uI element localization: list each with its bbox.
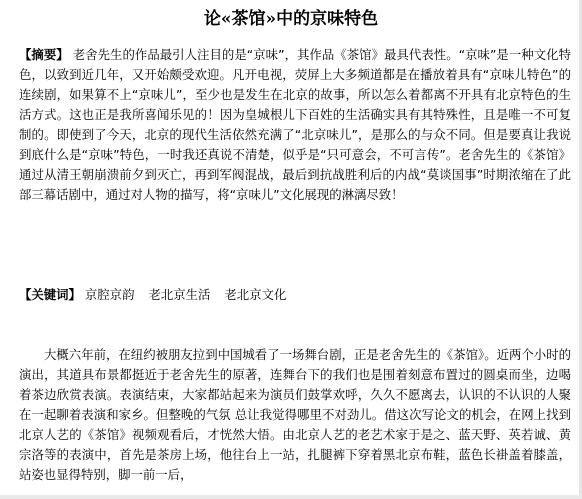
document-title: 论«茶馆»中的京味特色	[203, 9, 379, 29]
page-bottom-edge	[0, 495, 582, 499]
keyword-item: 京腔京韵	[84, 287, 135, 302]
abstract-label: 【摘要】	[19, 47, 69, 62]
keyword-item: 老北京生活	[148, 287, 211, 302]
abstract-text: 老舍先生的作品最引人注目的是“京味”，其作品《茶馆》最具代表性。“京味”是一种文化特色，以致到近几年，又开始颇受欢迎。凡开电视，荧屏上大多频道都是在播放着具有“京味儿特色”的连续剧，如果算不上“京味儿”，至少也是发生在北京的故事，所以怎么着都离不开具有北京特色的生活方式。这也正是我所喜闻乐见的！因为皇城根儿下百姓的生活确实具有其特殊性，且是唯一不可复制的。即使到了今天，北京的现代生活依然充满了“北京味儿”，是那么的与众不同。但是要真让我说到底什么是“京味”特色，一时我还真说不清楚，似乎是“只可意会，不可言传”。老舍先生的《茶馆》通过从清王朝崩溃前夕到灭亡，再到军阀混战，最后到抗战胜利后的内战“莫谈国事”时期浓缩在了此部三幕话剧中，通过对人物的描写，将“京味儿”文化展现的淋漓尽致！	[19, 47, 571, 202]
abstract-paragraph	[19, 45, 571, 205]
body-paragraph-text: 大概六年前，在纽约被朋友拉到中国城看了一场舞台剧，正是老舍先生的《茶馆》。近两个小时的演出，其道具布景都挺近于老舍先生的原著，连舞台下的我们也是围着刻意布置过的圆桌而坐，边喝着茶边欣赏表演。表演结束，大家都站起来为演员们鼓掌欢呼，久久不愿离去，认识的不认识的人聚在一起聊着表演和家乡。但整晚的气氛 总让我觉得哪里不对劲儿。借这次写论文的机会，在网上找到北京人艺的《茶馆》视频观看后，才恍然大悟。由北京人艺的老艺术家于是之、蓝天野、英若诚、黄宗洛等的表演中，首先是茶房上场，他往台上一站，扎腿裤下穿着黑北京布鞋，蓝色长褂盖着膝盖，站姿也显得特别，脚一前一后，	[19, 347, 571, 482]
body-paragraph	[19, 345, 571, 485]
keywords-line	[19, 285, 571, 305]
keyword-item: 老北京文化	[224, 287, 287, 302]
keywords-label: 【关键词】	[19, 287, 81, 302]
